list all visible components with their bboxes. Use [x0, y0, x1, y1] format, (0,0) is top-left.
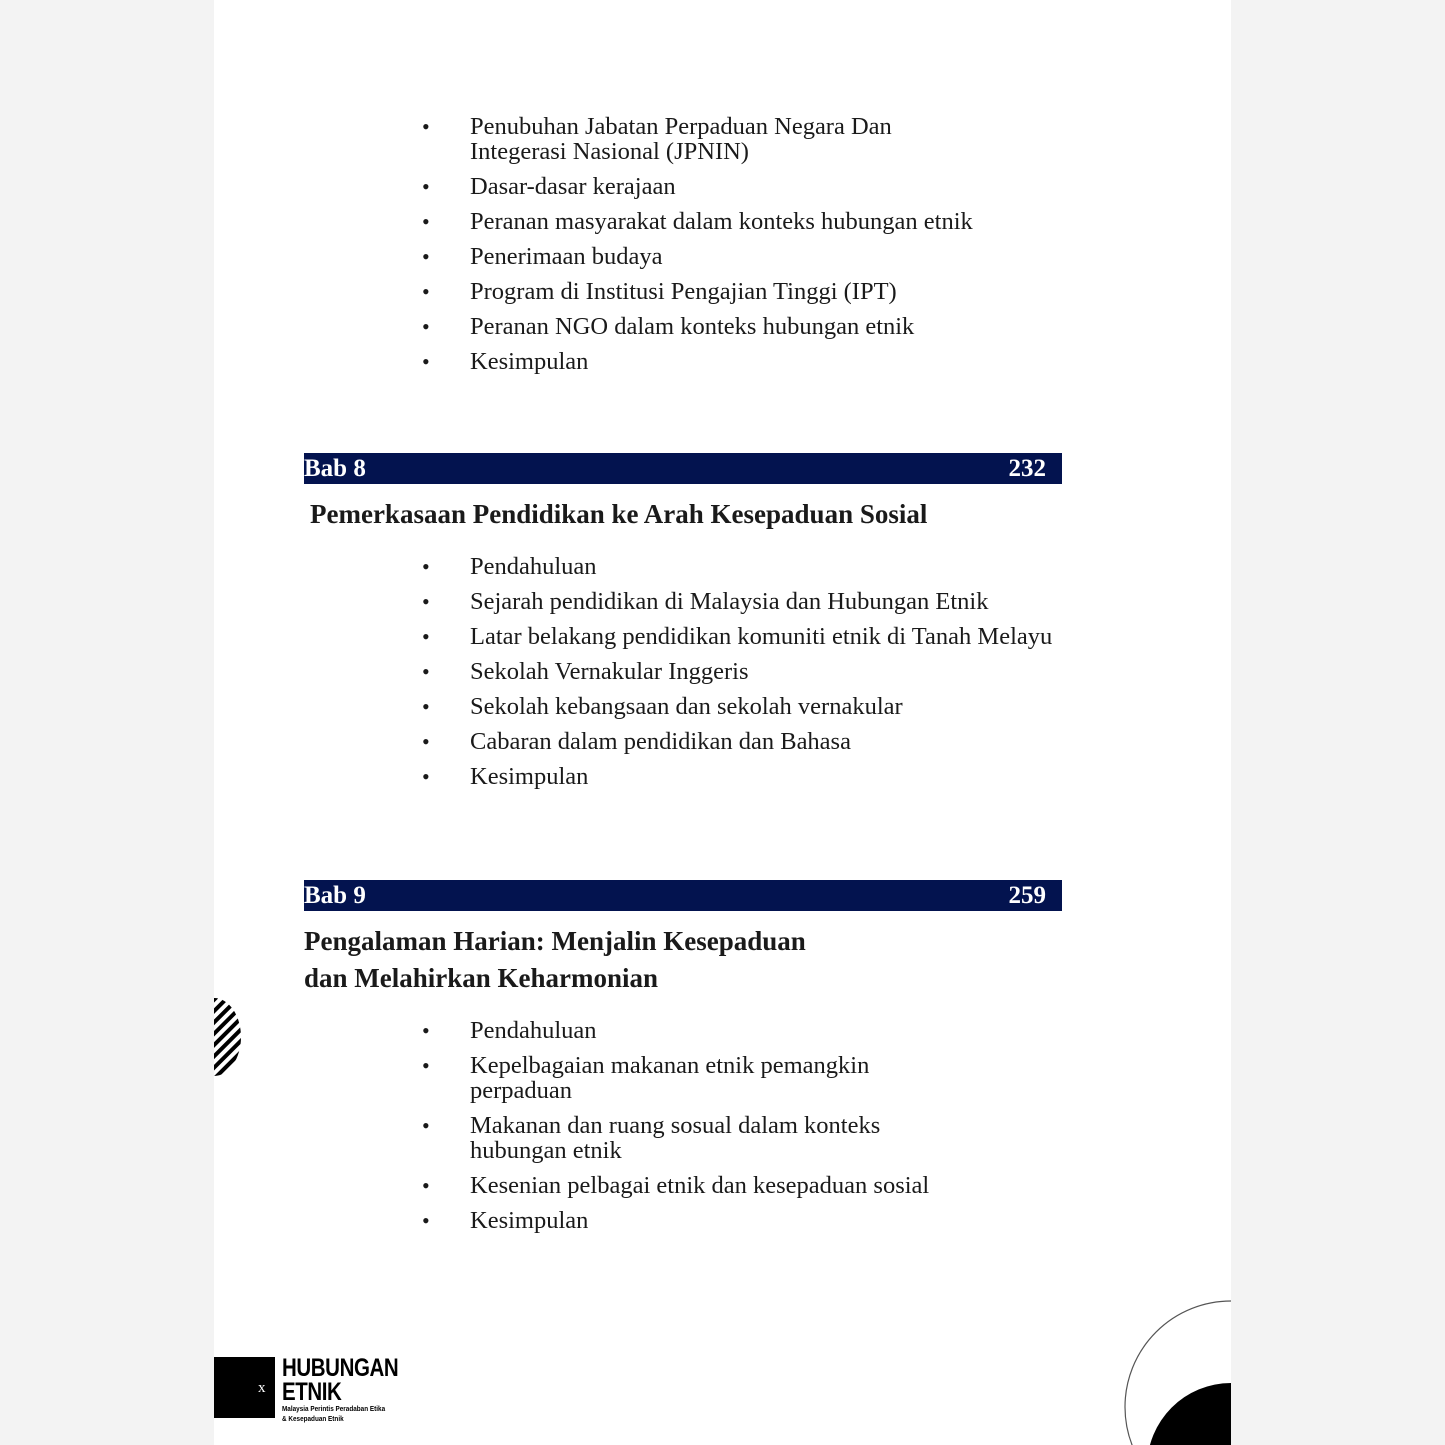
list-item: • Kesenian pelbagai etnik dan kesepaduan sosial — [422, 1172, 930, 1199]
list-item: • Dasar-dasar kerajaan — [422, 173, 676, 200]
bullet-icon: • — [422, 244, 430, 269]
bullet-icon: • — [422, 589, 430, 614]
list-item: • Latar belakang pendidikan komuniti etnik di Tanah Melayu — [422, 623, 1053, 650]
bullet-icon: • — [422, 349, 430, 374]
list-item: • Kesimpulan — [422, 348, 589, 375]
chapter-bar-bab-9 — [304, 880, 1062, 911]
list-item: • Kepelbagaian makanan etnik pemangkin perpaduan — [422, 1052, 870, 1104]
list-item: • Sekolah kebangsaan dan sekolah vernakular — [422, 693, 903, 720]
bullet-icon: • — [422, 764, 430, 789]
chapter-title — [304, 923, 806, 997]
bullet-icon: • — [422, 694, 430, 719]
list-item: • Peranan NGO dalam konteks hubungan etnik — [422, 313, 915, 340]
bullet-icon: • — [422, 1173, 430, 1198]
chapter-page-number: 259 — [1008, 882, 1046, 909]
list-item: • Penerimaan budaya — [422, 243, 663, 270]
bullet-icon: • — [422, 624, 430, 649]
circle-decoration — [1114, 1290, 1231, 1445]
logo-tagline-1: Malaysia Perintis Peradaban Etika — [282, 1404, 386, 1413]
list-item: • Pendahuluan — [422, 553, 597, 580]
chapter-title-line-2: dan Melahirkan Keharmonian — [304, 963, 659, 993]
logo-line-2: ETNIK — [282, 1378, 342, 1406]
list-item: • Peranan masyarakat dalam konteks hubungan etnik — [422, 208, 973, 235]
list-item: • Cabaran dalam pendidikan dan Bahasa — [422, 728, 851, 755]
bullet-icon: • — [422, 1208, 430, 1233]
chapter-title-line-1: Pengalaman Harian: Menjalin Kesepaduan — [304, 926, 806, 956]
bullet-icon: • — [422, 209, 430, 234]
bab-8-topics — [420, 554, 1062, 799]
bullet-icon: • — [422, 554, 430, 579]
chapter-page-number: 232 — [1008, 455, 1046, 482]
list-item: • Sejarah pendidikan di Malaysia dan Hubungan Etnik — [422, 588, 989, 615]
chapter-title: Pemerkasaan Pendidikan ke Arah Kesepaduan Sosial — [310, 499, 928, 529]
list-item: • Program di Institusi Pengajian Tinggi (IPT) — [422, 278, 897, 305]
bullet-icon: • — [422, 114, 430, 139]
bullet-icon: • — [422, 1053, 430, 1078]
list-item: • Kesimpulan — [422, 1207, 589, 1234]
document-page — [214, 0, 1231, 1445]
bullet-icon: • — [422, 1018, 430, 1043]
logo-line-1: HUBUNGAN — [282, 1354, 399, 1382]
list-item: • Penubuhan Jabatan Perpaduan Negara Dan Integerasi Nasional (JPNIN) — [422, 113, 892, 165]
list-item: • Kesimpulan — [422, 763, 589, 790]
striped-semicircle-decoration — [214, 997, 244, 1077]
list-item: • Sekolah Vernakular Inggeris — [422, 658, 749, 685]
bullet-icon: • — [422, 729, 430, 754]
bullet-icon: • — [422, 1113, 430, 1138]
list-item: • Pendahuluan — [422, 1017, 597, 1044]
chapter-label: Bab 9 — [304, 882, 366, 909]
chapter-label: Bab 8 — [304, 455, 366, 482]
bullet-icon: • — [422, 314, 430, 339]
list-item: • Makanan dan ruang sosual dalam konteks hubungan etnik — [422, 1112, 881, 1164]
bullet-icon: • — [422, 279, 430, 304]
page-number: x — [258, 1380, 266, 1396]
logo-tagline-2: & Kesepaduan Etnik — [282, 1414, 344, 1423]
page-number-box — [214, 1357, 275, 1418]
prev-chapter-topics — [420, 114, 1062, 384]
bullet-icon: • — [422, 659, 430, 684]
bullet-icon: • — [422, 174, 430, 199]
bab-9-topics — [420, 1018, 1062, 1243]
book-logo — [282, 1356, 424, 1424]
chapter-bar-bab-8 — [304, 453, 1062, 484]
